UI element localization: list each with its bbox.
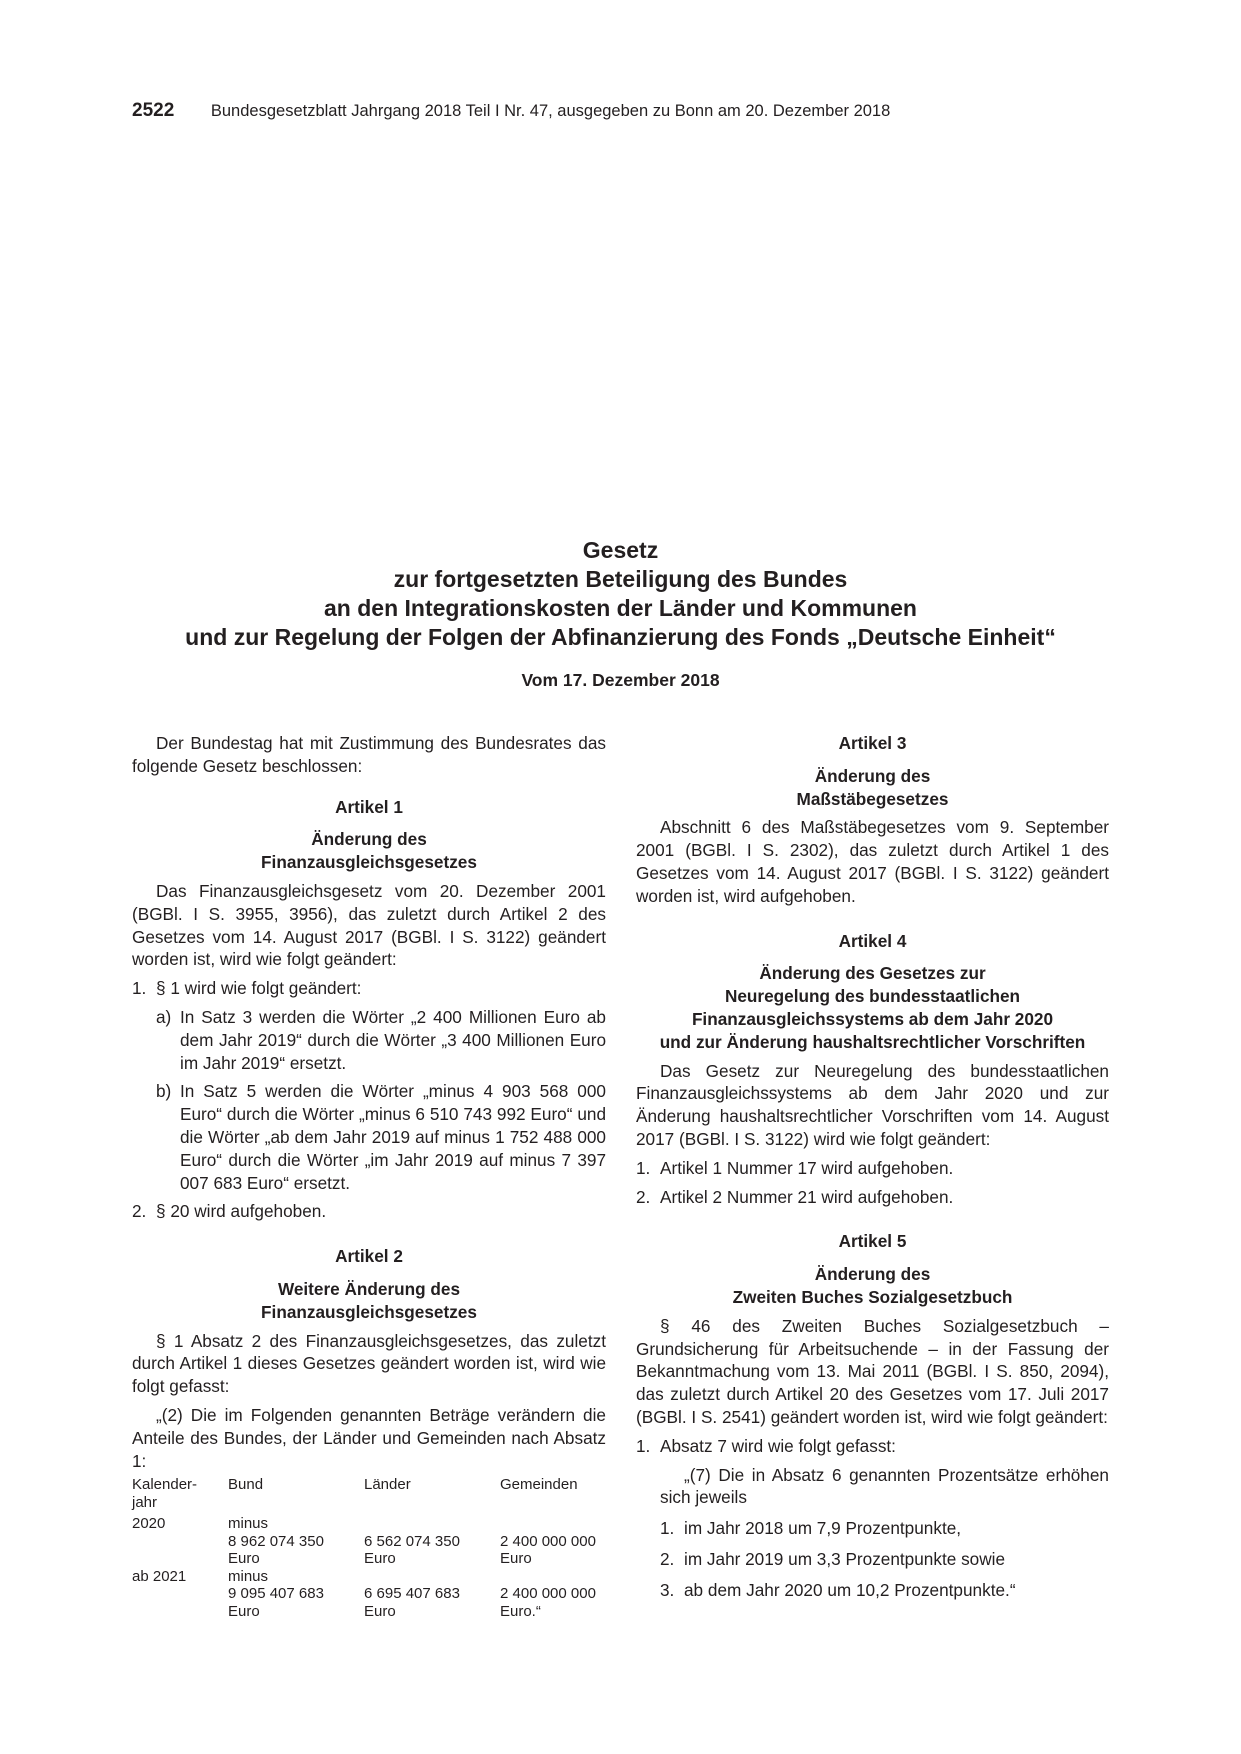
title-line: zur fortgesetzten Beteiligung des Bundes	[393, 566, 848, 592]
quote-text: „(7) Die in Absatz 6 genannten Prozentsätze erhöhen sich jeweils	[660, 1464, 1109, 1508]
subitem-text: In Satz 3 werden die Wörter „2 400 Millionen Euro ab dem Jahr 2019“ durch die Wörter „3 400 Millionen Euro im Jahr 2019“ ersetzt.	[180, 1006, 606, 1073]
amounts-table	[132, 1476, 606, 1620]
subitem-letter: b)	[156, 1081, 172, 1102]
item-text: Artikel 1 Nummer 17 wird aufgehoben.	[660, 1157, 954, 1178]
running-header	[132, 100, 890, 122]
list-item	[132, 977, 606, 1000]
preamble: Der Bundestag hat mit Zustimmung des Bundesrates das folgende Gesetz beschlossen:	[132, 733, 606, 776]
journal-line: Bundesgesetzblatt Jahrgang 2018 Teil I Nr. 47, ausgegeben zu Bonn am 20. Dezember 2018	[210, 102, 891, 120]
article-1-title	[132, 828, 606, 874]
table-row	[132, 1568, 606, 1621]
item-text: im Jahr 2018 um 7,9 Prozentpunkte,	[684, 1518, 962, 1539]
table-cell-gemeinden: 2 400 000 000 Euro	[500, 1532, 596, 1568]
table-row	[132, 1515, 606, 1568]
table-cell-bund: minus 9 095 407 683 Euro	[228, 1567, 324, 1620]
article-title-line: Änderung des	[814, 765, 931, 786]
title-line: Gesetz	[582, 537, 659, 563]
quoted-paragraph	[636, 1464, 1109, 1602]
list-item	[660, 1517, 1109, 1540]
list-item	[132, 1200, 606, 1223]
article-title-line: Neuregelung des bundesstaatlichen	[724, 986, 1021, 1007]
table-cell-bund: minus 8 962 074 350 Euro	[228, 1515, 324, 1568]
item-number: 1.	[636, 1157, 651, 1178]
table-header-year: Kalender- jahr	[132, 1476, 198, 1511]
list-item	[636, 1435, 1109, 1458]
list-subitem	[132, 1006, 606, 1074]
article-2-title	[132, 1278, 606, 1324]
list-item	[636, 1157, 1109, 1180]
table-cell-year: ab 2021	[132, 1567, 187, 1585]
article-title-line: Änderung des	[311, 829, 427, 850]
article-title-line: Finanzausgleichsgesetzes	[261, 852, 477, 873]
article-title-line: Weitere Änderung des	[277, 1278, 461, 1299]
item-number: 2.	[132, 1201, 147, 1222]
table-header-bund: Bund	[228, 1476, 264, 1494]
article-5-intro: § 46 des Zweiten Buches Sozialgesetzbuch – Grundsicherung für Arbeitsuchende – in der Fassung der Bekanntmachung vom 13. Mai 2011 (BGBl. I S. 850, 2094), das zuletzt durch Artikel 20 des Gesetzes vom 17. Juli 2017 (BGBl. I S. 2541) geändert worden ist, wird wie folgt geändert:	[636, 1315, 1109, 1427]
article-4-number: Artikel 4	[838, 930, 907, 951]
item-text: § 1 wird wie folgt geändert:	[156, 978, 362, 999]
table-cell-gemeinden: 2 400 000 000 Euro.“	[500, 1585, 596, 1620]
item-text: § 20 wird aufgehoben.	[156, 1201, 327, 1222]
article-title-line: Finanzausgleichsgesetzes	[261, 1301, 477, 1322]
article-3-text: Abschnitt 6 des Maßstäbegesetzes vom 9. September 2001 (BGBl. I S. 2302), das zuletzt durch Artikel 1 des Gesetzes vom 14. August 2017 (BGBl. I S. 3122) geändert worden ist, wird aufgehoben.	[636, 817, 1109, 906]
law-title	[0, 536, 1241, 652]
item-text: ab dem Jahr 2020 um 10,2 Prozentpunkte.“	[684, 1579, 1016, 1600]
article-5-title	[636, 1263, 1109, 1309]
article-title-line: Maßstäbegesetzes	[796, 788, 949, 809]
list-item	[660, 1548, 1109, 1571]
article-5-number: Artikel 5	[838, 1231, 907, 1252]
article-2-quote: „(2) Die im Folgenden genannten Beträge verändern die Anteile des Bundes, der Länder und Gemeinden nach Absatz 1:	[132, 1404, 606, 1471]
article-title-line: Finanzausgleichssystems ab dem Jahr 2020	[691, 1008, 1054, 1029]
right-column	[636, 732, 1109, 1602]
article-4-intro: Das Gesetz zur Neuregelung des bundesstaatlichen Finanzausgleichssystems ab dem Jahr 2020 und zur Änderung haushaltsrechtlicher Vorschriften vom 14. August 2017 (BGBl. I S. 3122) wird wie folgt geändert:	[636, 1060, 1109, 1149]
item-number: 1.	[636, 1435, 651, 1456]
item-number: 1.	[132, 978, 147, 999]
article-3-number: Artikel 3	[838, 733, 907, 753]
article-1-intro: Das Finanzausgleichsgesetz vom 20. Dezember 2001 (BGBl. I S. 3955, 3956), das zuletzt durch Artikel 2 des Gesetzes vom 14. August 2017 (BGBl. I S. 3122) geändert worden ist, wird wie folgt geändert:	[132, 880, 606, 970]
table-header-laender: Länder	[364, 1476, 411, 1494]
article-3-title	[636, 765, 1109, 811]
article-1-number: Artikel 1	[335, 796, 403, 817]
item-number: 2.	[636, 1186, 651, 1207]
item-text: Absatz 7 wird wie folgt gefasst:	[660, 1435, 896, 1456]
item-text: im Jahr 2019 um 3,3 Prozentpunkte sowie	[684, 1548, 1006, 1569]
item-number: 2.	[660, 1548, 675, 1569]
law-date: Vom 17. Dezember 2018	[521, 670, 720, 690]
list-subitem	[132, 1080, 606, 1194]
article-title-line: Zweiten Buches Sozialgesetzbuch	[732, 1286, 1013, 1307]
list-item	[636, 1186, 1109, 1209]
article-title-line: Änderung des	[814, 1264, 931, 1285]
table-header-gemeinden: Gemeinden	[500, 1476, 578, 1494]
table-cell-year: 2020	[132, 1515, 166, 1533]
item-number: 1.	[660, 1518, 675, 1539]
table-header-row	[132, 1476, 606, 1515]
article-title-line: und zur Änderung haushaltsrechtlicher Vorschriften	[659, 1031, 1086, 1052]
table-cell-laender: 6 695 407 683 Euro	[364, 1585, 460, 1620]
subitem-text: In Satz 5 werden die Wörter „minus 4 903 568 000 Euro“ durch die Wörter „minus 6 510 743 992 Euro“ und die Wörter „ab dem Jahr 2019 auf minus 1 752 488 000 Euro“ durch die Wörter „im Jahr 2019 auf minus 7 397 007 683 Euro“ ersetzt.	[180, 1081, 606, 1193]
item-text: Artikel 2 Nummer 21 wird aufgehoben.	[660, 1186, 954, 1207]
article-2-intro: § 1 Absatz 2 des Finanzausgleichsgesetzes, das zuletzt durch Artikel 1 dieses Gesetzes geändert worden ist, wird wie folgt gefasst:	[132, 1330, 606, 1397]
article-2-number: Artikel 2	[335, 1246, 403, 1267]
item-number: 3.	[660, 1579, 675, 1600]
page-number: 2522	[132, 100, 175, 121]
article-4-title	[636, 962, 1109, 1053]
subitem-letter: a)	[156, 1006, 172, 1027]
list-item	[660, 1579, 1109, 1602]
table-cell-laender: 6 562 074 350 Euro	[364, 1532, 460, 1568]
left-column	[132, 732, 606, 1620]
title-line: an den Integrationskosten der Länder und Kommunen	[324, 595, 917, 621]
article-title-line: Änderung des Gesetzes zur	[759, 963, 986, 984]
title-line: und zur Regelung der Folgen der Abfinanzierung des Fonds „Deutsche Einheit“	[185, 624, 1056, 650]
